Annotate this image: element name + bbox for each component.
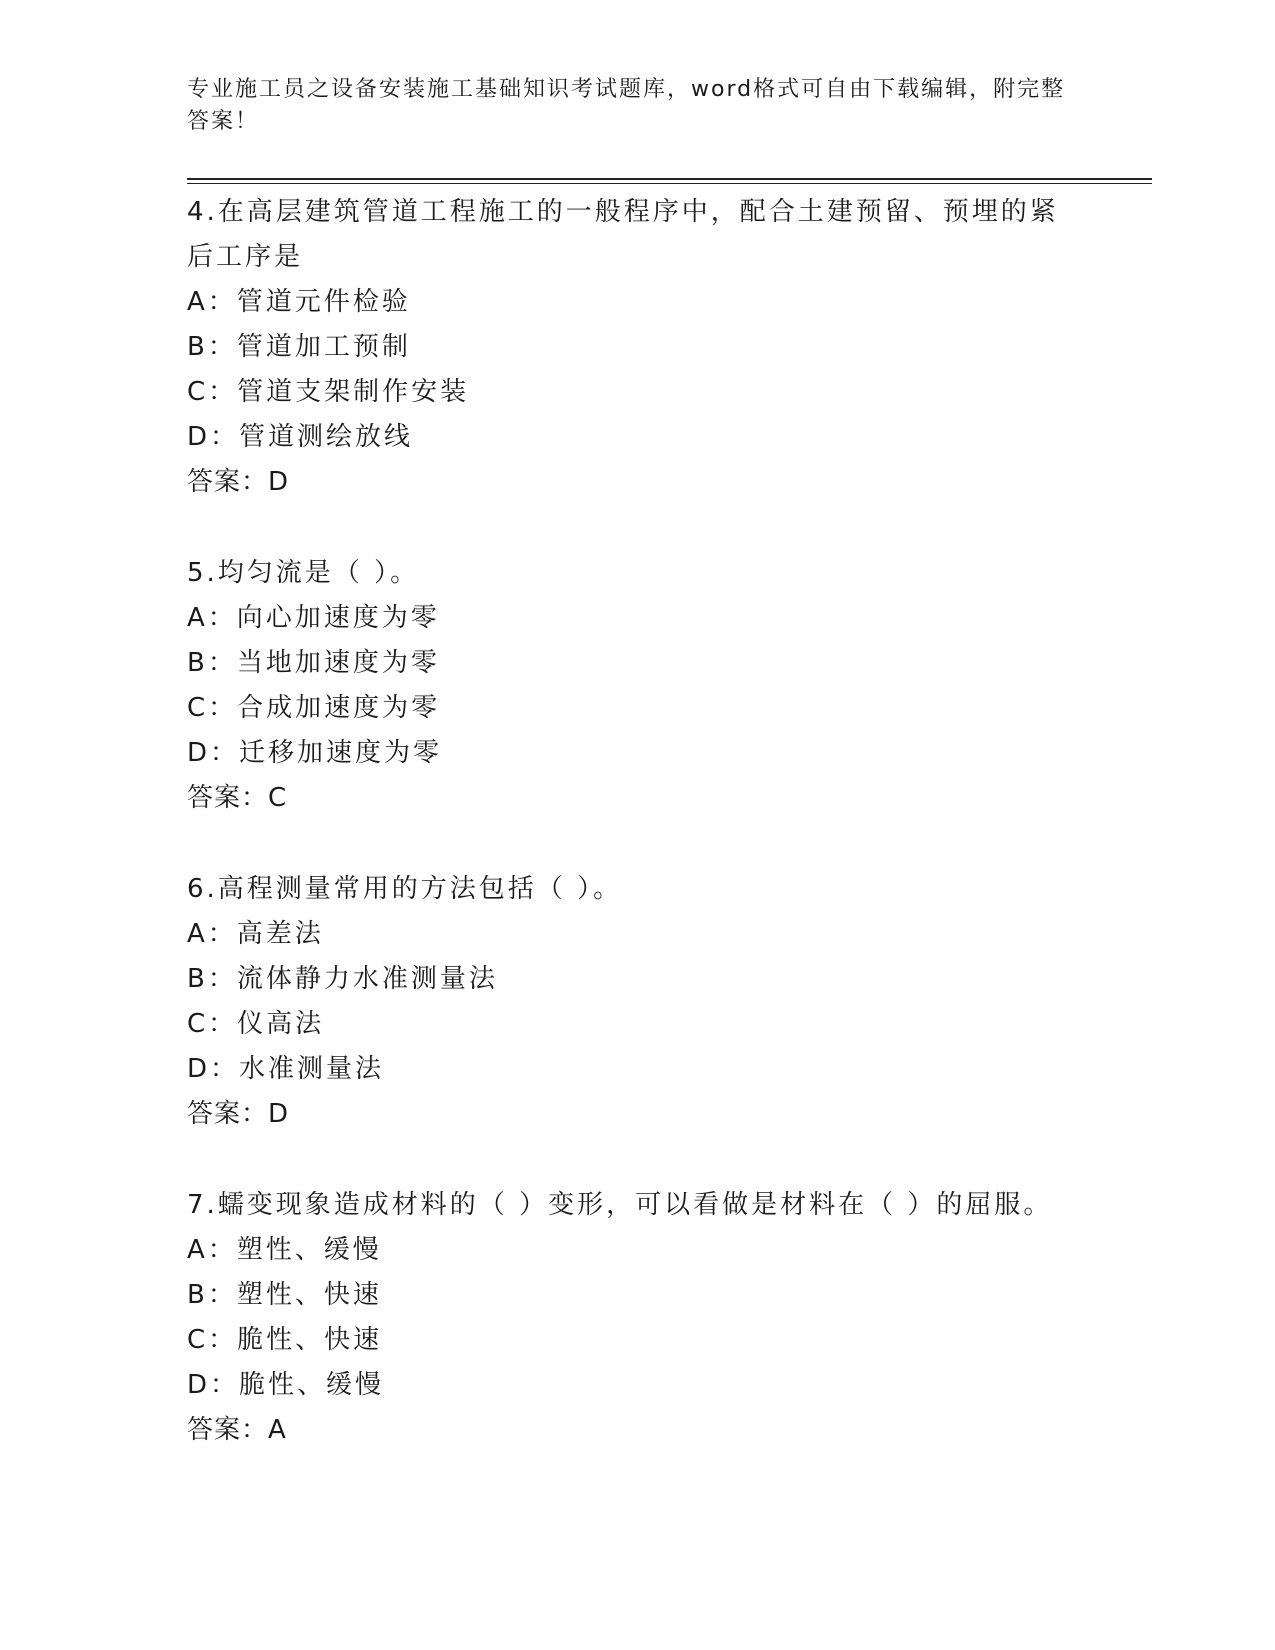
option-d: D：迁移加速度为零 bbox=[187, 738, 443, 768]
question-spacer bbox=[187, 505, 1087, 551]
option-b: B：流体静力水准测量法 bbox=[187, 964, 498, 994]
option-b: B：塑性、快速 bbox=[187, 1280, 382, 1310]
question-4 bbox=[187, 190, 1087, 505]
header-divider-thin bbox=[187, 183, 1152, 184]
question-stem: 7.蠕变现象造成材料的（ ）变形，可以看做是材料在（ ）的屈服。 bbox=[187, 1190, 1053, 1220]
option-c: C：脆性、快速 bbox=[187, 1325, 383, 1355]
option-a: A：塑性、缓慢 bbox=[187, 1235, 382, 1265]
question-stem: 6.高程测量常用的方法包括（ ）。 bbox=[187, 874, 623, 904]
option-a: A：高差法 bbox=[187, 919, 324, 949]
option-c: C：管道支架制作安装 bbox=[187, 377, 470, 407]
option-c: C：合成加速度为零 bbox=[187, 693, 441, 723]
question-7 bbox=[187, 1183, 1087, 1453]
answer: 答案：D bbox=[187, 467, 290, 497]
question-stem: 4.在高层建筑管道工程施工的一般程序中，配合土建预留、预埋的紧后工序是 bbox=[187, 197, 1059, 272]
option-d: D：管道测绘放线 bbox=[187, 422, 414, 452]
answer: 答案：C bbox=[187, 783, 288, 813]
question-spacer bbox=[187, 1137, 1087, 1183]
option-d: D：水准测量法 bbox=[187, 1054, 385, 1084]
option-a: A：向心加速度为零 bbox=[187, 603, 440, 633]
answer: 答案：A bbox=[187, 1415, 287, 1445]
option-b: B：当地加速度为零 bbox=[187, 648, 440, 678]
question-list bbox=[187, 190, 1087, 1453]
question-stem: 5.均匀流是（ ）。 bbox=[187, 558, 420, 588]
header-divider-thick bbox=[187, 178, 1152, 180]
option-a: A：管道元件检验 bbox=[187, 287, 411, 317]
option-b: B：管道加工预制 bbox=[187, 332, 411, 362]
question-spacer bbox=[187, 821, 1087, 867]
option-c: C：仪高法 bbox=[187, 1009, 325, 1039]
option-d: D：脆性、缓慢 bbox=[187, 1370, 385, 1400]
document-header: 专业施工员之设备安装施工基础知识考试题库，word格式可自由下载编辑，附完整答案！ bbox=[187, 77, 1066, 134]
question-5 bbox=[187, 551, 1087, 821]
question-6 bbox=[187, 867, 1087, 1137]
answer: 答案：D bbox=[187, 1099, 290, 1129]
